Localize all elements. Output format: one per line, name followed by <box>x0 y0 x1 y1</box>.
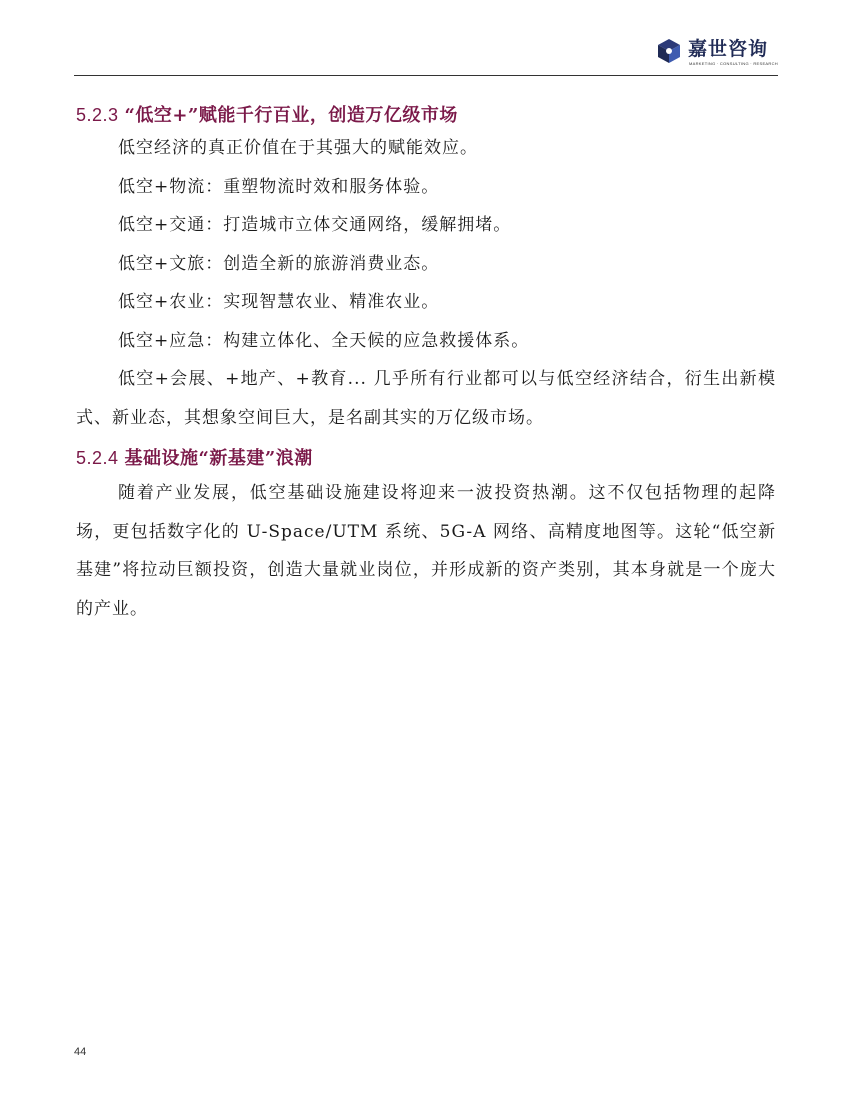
company-logo <box>656 34 776 70</box>
paragraph-body: 随着产业发展，低空基础设施建设将迎来一波投资热潮。这不仅包括物理的起降场，更包括数字化的 U-Space/UTM 系统、5G-A 网络、高精度地图等。这轮“低空新基建”将拉动巨额投资，创造大量就业岗位，并形成新的资产类别，其本身就是一个庞大的产业。 <box>76 483 776 619</box>
section-heading-5-2-3 <box>76 102 776 129</box>
list-item: 低空+文旅：创造全新的旅游消费业态。 <box>118 253 440 274</box>
section-heading-5-2-4 <box>76 445 776 472</box>
section-number: 5.2.4 <box>76 448 119 468</box>
section-title: 基础设施“新基建”浪潮 <box>124 448 313 469</box>
list-item: 低空+应急：构建立体化、全天候的应急救援体系。 <box>118 330 530 351</box>
page-number: 44 <box>74 1046 87 1058</box>
list-item: 低空+农业：实现智慧农业、精准农业。 <box>118 292 440 312</box>
page-header <box>74 30 778 76</box>
section-number: 5.2.3 <box>76 105 119 125</box>
list-item: 低空+交通：打造城市立体交通网络，缓解拥堵。 <box>118 215 512 235</box>
paragraph-intro: 低空经济的真正价值在于其强大的赋能效应。 <box>118 138 478 158</box>
header-rule <box>74 75 778 76</box>
paragraph-closing: 低空+会展、+地产、+教育... 几乎所有行业都可以与低空经济结合，衍生出新模式、新业态，其想象空间巨大，是名副其实的万亿级市场。 <box>76 369 776 428</box>
logo-cube-icon <box>656 38 682 64</box>
logo-tagline: MARKETING · CONSULTING · RESEARCH <box>689 61 778 66</box>
list-item: 低空+物流：重塑物流时效和服务体验。 <box>118 176 440 197</box>
logo-name: 嘉世咨询 <box>688 38 769 60</box>
page-content <box>76 102 776 628</box>
section-title: “低空+”赋能千行百业，创造万亿级市场 <box>124 105 458 126</box>
